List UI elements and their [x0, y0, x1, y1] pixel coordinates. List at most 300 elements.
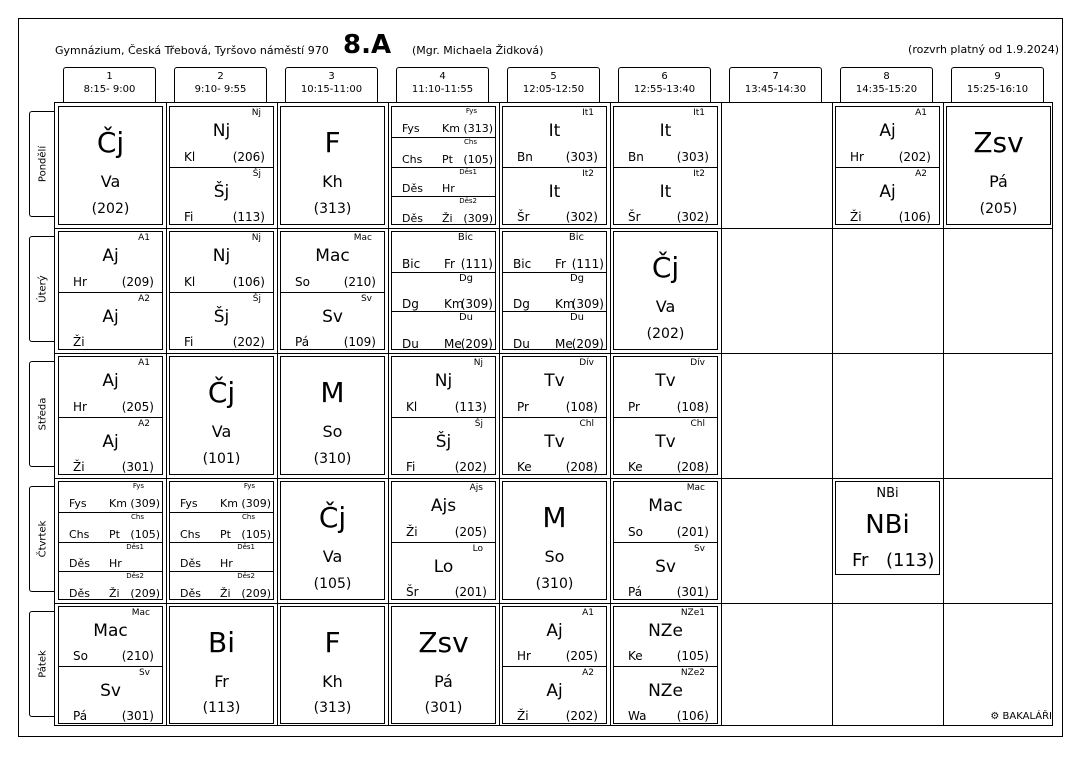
lesson-group: Sv: [693, 543, 705, 554]
lesson-room: (208): [676, 460, 709, 474]
lesson-subject: Čj: [651, 251, 680, 285]
period-tab-9: [951, 67, 1044, 103]
lesson-subject: Tv: [655, 371, 676, 391]
lesson-subject: Mac: [648, 496, 683, 516]
lesson-room: (210): [343, 274, 376, 289]
lesson-room: (105): [463, 152, 493, 166]
lesson-room: (209): [130, 587, 160, 600]
lesson-subject: F: [324, 625, 341, 659]
lesson-part[interactable]: [392, 137, 495, 168]
lesson-subject: Aj: [546, 681, 563, 701]
lesson-group: Chs: [464, 137, 477, 146]
lesson-group: Dív: [579, 358, 594, 368]
lesson-room: (301): [424, 700, 463, 717]
lesson-room: (105): [676, 649, 709, 663]
lesson-card[interactable]: [613, 606, 718, 724]
lesson-part[interactable]: [170, 482, 273, 512]
grid-column-line: [721, 103, 722, 725]
lesson-part[interactable]: [59, 292, 162, 353]
lesson-card[interactable]: [502, 481, 607, 600]
lesson-part[interactable]: [59, 417, 162, 478]
lesson-teacher: Hr: [109, 557, 122, 571]
period-time: 14:35-15:20: [855, 84, 918, 95]
lesson-teacher: Ži: [73, 460, 85, 474]
lesson-card[interactable]: [280, 606, 385, 724]
lesson-part[interactable]: [503, 167, 606, 228]
lesson-group: It1: [582, 108, 594, 118]
lesson-group: Mac: [131, 608, 150, 618]
lesson-room: (202): [454, 460, 487, 474]
lesson-part[interactable]: [170, 167, 273, 228]
period-tab-6: [618, 67, 711, 103]
lesson-teacher: Ke: [628, 460, 643, 474]
lesson-room: (113): [886, 550, 935, 571]
lesson-card[interactable]: [835, 481, 940, 575]
lesson-part[interactable]: [59, 542, 162, 573]
lesson-subject: Mac: [93, 621, 128, 641]
lesson-room: (202): [646, 326, 685, 342]
lesson-subject: It: [659, 121, 672, 141]
lesson-group: Děs2: [237, 572, 255, 581]
lesson-group: Nj: [251, 108, 261, 118]
lesson-card[interactable]: [58, 356, 163, 475]
lesson-part[interactable]: [59, 482, 162, 512]
lesson-group: It2: [693, 168, 705, 179]
lesson-room: (201): [454, 585, 487, 599]
lesson-card[interactable]: [835, 106, 940, 225]
period-time: 12:55-13:40: [633, 84, 696, 95]
lesson-teacher: Va: [211, 422, 232, 442]
lesson-room: (105): [313, 576, 352, 592]
lesson-subject: It: [659, 181, 672, 202]
lesson-teacher: Pt: [109, 527, 120, 541]
lesson-teacher: Me: [555, 336, 573, 351]
lesson-group: A1: [138, 358, 150, 368]
lesson-subject: Děs: [69, 587, 90, 600]
lesson-teacher: Pá: [73, 709, 88, 723]
lesson-subject: Ajs: [430, 496, 457, 516]
grid-column-line: [388, 103, 389, 725]
lesson-group: Chs: [131, 512, 144, 521]
lesson-subject: Du: [402, 336, 419, 351]
lesson-teacher: Ži: [109, 587, 120, 600]
lesson-group: Chl: [579, 418, 594, 429]
period-time: 9:10- 9:55: [194, 84, 247, 95]
lesson-teacher: Ke: [628, 649, 643, 663]
lesson-card[interactable]: [58, 231, 163, 350]
lesson-part[interactable]: [392, 542, 495, 603]
lesson-room: (108): [676, 399, 709, 414]
lesson-teacher: Pt: [220, 527, 231, 541]
lesson-group: NZe1: [680, 608, 705, 618]
lesson-room: (301): [121, 709, 154, 723]
lesson-teacher: Kl: [184, 149, 196, 164]
period-tab-3: [285, 67, 378, 103]
lesson-subject: NBi: [865, 510, 910, 540]
lesson-subject: It: [548, 181, 561, 202]
lesson-room: (205): [454, 524, 487, 539]
lesson-room: (101): [202, 451, 241, 467]
lesson-part[interactable]: [392, 107, 495, 137]
lesson-teacher: Va: [322, 547, 343, 567]
lesson-subject: Chs: [402, 152, 423, 166]
lesson-part[interactable]: [392, 357, 495, 417]
lesson-teacher: Pá: [295, 335, 310, 349]
lesson-subject: Sv: [322, 306, 343, 327]
lesson-card[interactable]: [391, 356, 496, 475]
lesson-part[interactable]: [281, 292, 384, 353]
period-time: 15:25-16:10: [966, 84, 1029, 95]
lesson-teacher: Bn: [517, 149, 533, 164]
lesson-group: Fys: [243, 482, 255, 490]
lesson-subject: Bi: [208, 625, 235, 659]
lesson-group: A2: [138, 418, 150, 429]
lesson-card[interactable]: [391, 106, 496, 225]
lesson-part[interactable]: [614, 542, 717, 603]
period-time: 11:10-11:55: [411, 84, 474, 95]
lesson-room: (310): [535, 576, 574, 592]
lesson-subject: NZe: [648, 681, 683, 701]
lesson-subject: Děs: [180, 557, 201, 571]
lesson-room: (301): [121, 460, 154, 474]
lesson-group: A1: [138, 233, 150, 243]
lesson-card[interactable]: [169, 606, 274, 724]
grid-column-line: [277, 103, 278, 725]
lesson-teacher: So: [295, 274, 310, 289]
lesson-teacher: Hr: [73, 399, 87, 414]
lesson-part[interactable]: [59, 571, 162, 602]
lesson-part[interactable]: [503, 357, 606, 417]
lesson-teacher: Kh: [322, 671, 343, 691]
lesson-part[interactable]: [392, 232, 495, 272]
lesson-subject: Děs: [69, 557, 90, 571]
lesson-part[interactable]: [503, 417, 606, 478]
lesson-subject: Děs: [180, 587, 201, 600]
lesson-teacher: So: [322, 422, 343, 442]
lesson-part[interactable]: [392, 417, 495, 478]
lesson-subject: F: [324, 126, 341, 160]
lesson-teacher: Km: [220, 496, 238, 510]
validity-date: (rozvrh platný od 1.9.2024): [908, 43, 1059, 56]
lesson-part[interactable]: [59, 232, 162, 292]
lesson-card[interactable]: [58, 481, 163, 600]
period-tab-2: [174, 67, 267, 103]
lesson-room: (209): [460, 336, 493, 351]
period-tab-8: [840, 67, 933, 103]
lesson-subject: Aj: [102, 306, 119, 327]
lesson-teacher: Hr: [442, 182, 455, 196]
lesson-group: Děs1: [237, 542, 255, 551]
lesson-teacher: Km: [442, 121, 460, 135]
lesson-group: Mac: [686, 483, 705, 493]
day-label-3: [29, 486, 55, 592]
lesson-group: Nj: [473, 358, 483, 368]
lesson-part[interactable]: [836, 107, 939, 167]
lesson-card[interactable]: [169, 356, 274, 475]
lesson-part[interactable]: [281, 232, 384, 292]
period-number: 6: [661, 71, 668, 82]
lesson-subject: Čj: [96, 126, 125, 160]
lesson-subject: Bic: [513, 256, 532, 271]
lesson-card[interactable]: [391, 231, 496, 350]
lesson-subject: Chs: [180, 527, 201, 541]
day-label-1: [29, 236, 55, 342]
lesson-card[interactable]: [169, 231, 274, 350]
lesson-part[interactable]: [59, 607, 162, 666]
lesson-room: (111): [460, 256, 493, 271]
lesson-teacher: Šr: [517, 210, 530, 224]
lesson-teacher: Ke: [517, 460, 532, 474]
period-number: 9: [994, 71, 1001, 82]
period-number: 1: [106, 71, 113, 82]
lesson-subject: Chs: [69, 527, 90, 541]
lesson-subject: Nj: [212, 246, 231, 266]
gear-icon: ⚙: [990, 711, 1000, 722]
lesson-room: (303): [565, 149, 598, 164]
lesson-teacher: Kl: [184, 274, 196, 289]
period-number: 5: [550, 71, 557, 82]
lesson-teacher: Fr: [852, 550, 869, 571]
lesson-part[interactable]: [170, 542, 273, 573]
period-number: 8: [883, 71, 890, 82]
period-time: 12:05-12:50: [522, 84, 585, 95]
period-tab-4: [396, 67, 489, 103]
lesson-group: Děs1: [126, 542, 144, 551]
lesson-room: (209): [571, 336, 604, 351]
day-label-4: [29, 611, 55, 717]
lesson-part[interactable]: [614, 107, 717, 167]
lesson-teacher: Hr: [220, 557, 233, 571]
lesson-subject: Tv: [544, 371, 565, 391]
lesson-subject: Aj: [879, 121, 896, 141]
lesson-part[interactable]: [836, 167, 939, 228]
lesson-group: A1: [582, 608, 594, 618]
lesson-group: Sv: [360, 293, 372, 304]
lesson-group: Dg: [458, 272, 473, 284]
lesson-room: (302): [565, 210, 598, 224]
lesson-teacher: Bn: [628, 149, 644, 164]
lesson-subject: Dg: [402, 297, 419, 312]
lesson-teacher: So: [73, 649, 88, 663]
lesson-group: A1: [915, 108, 927, 118]
lesson-group: Du: [458, 312, 473, 324]
lesson-part[interactable]: [614, 417, 717, 478]
lesson-room: (106): [898, 210, 931, 224]
lesson-teacher: Hr: [517, 649, 531, 663]
lesson-teacher: Pá: [989, 172, 1008, 192]
class-teacher: (Mgr. Michaela Židková): [412, 44, 544, 57]
lesson-room: (208): [565, 460, 598, 474]
lesson-room: (313): [313, 700, 352, 717]
lesson-card[interactable]: [280, 231, 385, 350]
lesson-part[interactable]: [392, 272, 495, 313]
lesson-teacher: Kh: [322, 172, 343, 192]
lesson-room: (111): [571, 256, 604, 271]
lesson-card[interactable]: [280, 106, 385, 225]
lesson-card[interactable]: [613, 231, 718, 350]
lesson-subject: Šj: [213, 306, 230, 327]
lesson-part[interactable]: [59, 357, 162, 417]
lesson-part[interactable]: [503, 607, 606, 666]
lesson-part[interactable]: [392, 196, 495, 227]
lesson-subject: Aj: [879, 181, 896, 202]
period-time: 13:45-14:30: [744, 84, 807, 95]
lesson-room: (202): [565, 709, 598, 723]
lesson-teacher: Hr: [73, 274, 87, 289]
lesson-teacher: Km: [109, 496, 127, 510]
lesson-part[interactable]: [170, 571, 273, 602]
lesson-room: (313): [313, 201, 352, 217]
lesson-teacher: Hr: [850, 149, 864, 164]
bakalari-logo: [990, 711, 1052, 722]
lesson-room: (209): [241, 587, 271, 600]
lesson-subject: Šj: [213, 181, 230, 202]
lesson-teacher: Me: [444, 336, 462, 351]
grid-column-line: [610, 103, 611, 725]
day-label-0: [29, 111, 55, 217]
day-name: Úterý: [37, 275, 48, 303]
lesson-teacher: Ži: [517, 709, 529, 723]
lesson-card[interactable]: [169, 481, 274, 600]
lesson-part[interactable]: [59, 666, 162, 726]
lesson-group: Chs: [242, 512, 255, 521]
lesson-teacher: Wa: [628, 709, 647, 723]
lesson-room: (309): [130, 496, 160, 510]
lesson-card[interactable]: [280, 356, 385, 475]
lesson-subject: Lo: [433, 556, 454, 577]
lesson-teacher: Ži: [406, 524, 418, 539]
lesson-part[interactable]: [614, 167, 717, 228]
lesson-part[interactable]: [392, 311, 495, 352]
lesson-room: (205): [979, 201, 1018, 217]
lesson-teacher: Pá: [628, 585, 643, 599]
lesson-subject: Aj: [102, 431, 119, 452]
grid-row-line: [55, 353, 1052, 354]
lesson-teacher: Fr: [214, 671, 229, 691]
lesson-subject: Du: [513, 336, 530, 351]
lesson-teacher: Kl: [406, 399, 418, 414]
lesson-subject: Nj: [212, 121, 231, 141]
lesson-group: It1: [693, 108, 705, 118]
lesson-card[interactable]: [58, 106, 163, 225]
lesson-group: Šj: [474, 418, 483, 429]
lesson-teacher: Va: [655, 297, 676, 317]
lesson-room: (309): [571, 297, 604, 312]
period-tab-5: [507, 67, 600, 103]
lesson-card[interactable]: [391, 606, 496, 724]
period-time: 10:15-11:00: [300, 84, 363, 95]
lesson-room: (202): [232, 335, 265, 349]
lesson-part[interactable]: [170, 512, 273, 543]
lesson-card[interactable]: [502, 231, 607, 350]
lesson-card[interactable]: [502, 106, 607, 225]
lesson-group: Fys: [132, 482, 144, 490]
day-label-2: [29, 361, 55, 467]
lesson-part[interactable]: [59, 512, 162, 543]
lesson-room: (313): [463, 121, 493, 135]
lesson-part[interactable]: [170, 232, 273, 292]
lesson-teacher: Km: [444, 297, 464, 312]
lesson-card[interactable]: [946, 106, 1051, 225]
lesson-group: Bic: [568, 232, 584, 243]
lesson-subject: Fys: [180, 496, 198, 510]
day-name: Pondělí: [37, 145, 48, 183]
lesson-teacher: Va: [100, 172, 121, 192]
lesson-subject: Fys: [402, 121, 420, 135]
lesson-teacher: So: [544, 547, 565, 567]
lesson-card[interactable]: [613, 106, 718, 225]
lesson-part[interactable]: [503, 232, 606, 272]
lesson-group: Bic: [457, 232, 473, 243]
lesson-group: Šj: [252, 168, 261, 179]
lesson-teacher: So: [628, 524, 643, 539]
lesson-subject: Mac: [315, 246, 350, 266]
lesson-room: (210): [121, 649, 154, 663]
day-name: Čtvrtek: [37, 520, 48, 558]
lesson-part[interactable]: [503, 311, 606, 352]
lesson-subject: Aj: [546, 621, 563, 641]
lesson-group: Děs1: [459, 167, 477, 176]
lesson-subject: Tv: [544, 431, 565, 452]
lesson-room: (105): [241, 527, 271, 541]
grid-column-line: [499, 103, 500, 725]
lesson-room: (106): [232, 274, 265, 289]
lesson-card[interactable]: [280, 481, 385, 600]
lesson-part[interactable]: [503, 107, 606, 167]
lesson-group: Dív: [690, 358, 705, 368]
lesson-room: (205): [565, 649, 598, 663]
period-number: 2: [217, 71, 224, 82]
lesson-teacher: Ži: [850, 210, 862, 224]
lesson-card[interactable]: [391, 481, 496, 600]
lesson-subject: Fys: [69, 496, 87, 510]
lesson-subject: Tv: [655, 431, 676, 452]
lesson-part[interactable]: [503, 272, 606, 313]
lesson-part[interactable]: [614, 482, 717, 542]
period-tab-7: [729, 67, 822, 103]
lesson-part[interactable]: [392, 482, 495, 542]
lesson-subject: M: [320, 376, 345, 410]
lesson-card[interactable]: [502, 356, 607, 475]
lesson-part[interactable]: [614, 666, 717, 726]
lesson-room: (206): [232, 149, 265, 164]
lesson-part[interactable]: [614, 357, 717, 417]
lesson-card[interactable]: [613, 481, 718, 600]
lesson-card[interactable]: [502, 606, 607, 724]
day-name: Pátek: [37, 650, 48, 678]
lesson-card[interactable]: [169, 106, 274, 225]
lesson-group: Sv: [138, 668, 150, 678]
lesson-card[interactable]: [58, 606, 163, 724]
lesson-part[interactable]: [392, 167, 495, 198]
lesson-group: Šj: [252, 293, 261, 304]
lesson-part[interactable]: [170, 292, 273, 353]
lesson-subject: Čj: [318, 501, 347, 535]
period-number: 4: [439, 71, 446, 82]
lesson-part[interactable]: [614, 607, 717, 666]
lesson-part[interactable]: [170, 107, 273, 167]
lesson-subject: M: [542, 501, 567, 535]
lesson-part[interactable]: [503, 666, 606, 726]
lesson-room: (202): [898, 149, 931, 164]
lesson-room: (303): [676, 149, 709, 164]
lesson-room: (309): [241, 496, 271, 510]
lesson-subject: Sv: [655, 556, 676, 577]
grid-column-line: [943, 103, 944, 725]
lesson-teacher: Pr: [628, 399, 640, 414]
lesson-subject: Aj: [102, 371, 119, 391]
lesson-card[interactable]: [613, 356, 718, 475]
